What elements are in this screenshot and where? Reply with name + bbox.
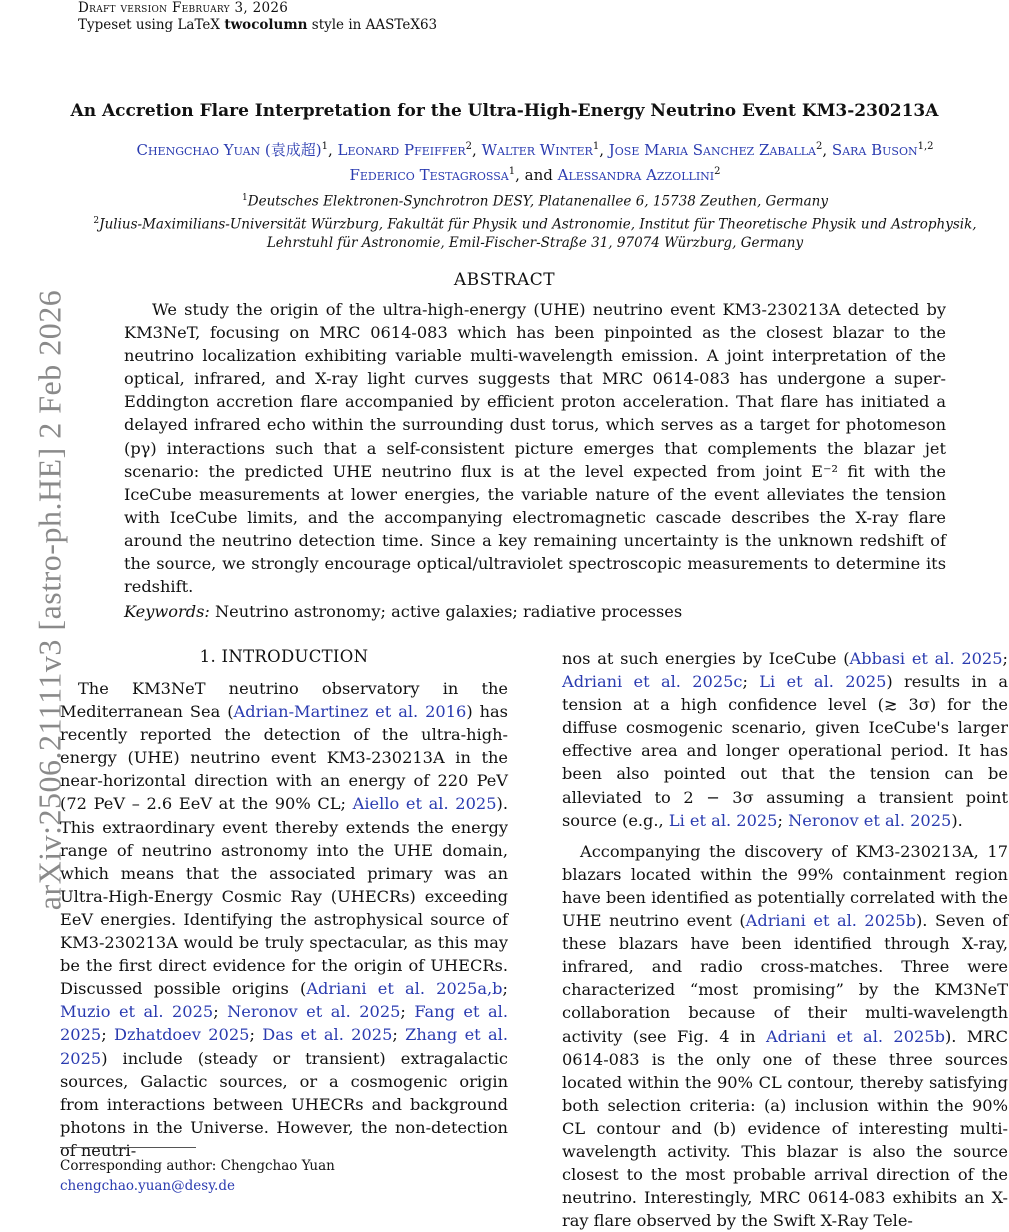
author-name[interactable]: Sara Buson — [831, 141, 918, 159]
author-separator: , and — [515, 166, 558, 184]
footnote — [60, 1156, 335, 1196]
running-header — [78, 0, 437, 34]
affiliation-text: Deutsches Elektronen-Synchrotron DESY, Platanenallee 6, 15738 Zeuthen, Germany — [247, 193, 828, 210]
abstract-body — [124, 298, 946, 598]
author-list — [60, 136, 1009, 186]
author-separator: , — [328, 141, 338, 159]
author-email-link[interactable]: chengchao.yuan@desy.de — [60, 1178, 235, 1194]
author-name[interactable]: Federico Testagrossa — [349, 166, 509, 184]
citation-link[interactable]: Adriani et al. 2025b — [765, 1026, 945, 1046]
author-separator: , — [822, 141, 832, 159]
body-text: ; — [392, 1025, 406, 1045]
author-name[interactable]: Walter Winter — [481, 141, 593, 159]
abstract-heading: ABSTRACT — [453, 270, 556, 290]
citation-link[interactable]: Neronov et al. 2025 — [227, 1002, 401, 1022]
body-text: ; — [1002, 649, 1008, 668]
citation-link[interactable]: Fang et al. 2025 — [60, 1002, 508, 1045]
body-text: ) include (steady or transient) extragalactic sources, Galactic sources, or a cosmogenic origin from interactions between UHECRs and background photons in the Universe. However, the non-detection of neutri- — [60, 1048, 508, 1160]
draft-version: Draft version February 3, 2026 — [78, 0, 289, 16]
intro-right-column — [562, 647, 1008, 1232]
affiliation-mark: 1 — [242, 193, 248, 203]
body-text: ). MRC 0614-083 is the only one of these three sources located within the 90% CL contour, thereby satisfying both selection criteria: (a) inclusion within the 90% CL contour and (b) evidence of interesting multi-wavelength activity. This blazar is also the source closest to the most probable arrival direction of the neutrino. Interestingly, MRC 0614-083 exhibits an X-ray flare observed by the Swift X-Ray Tele- — [562, 1026, 1008, 1231]
author-name[interactable]: Chengchao Yuan (袁成超) — [136, 141, 322, 159]
citation-link[interactable]: Zhang et al. 2025 — [60, 1025, 508, 1068]
citation-link[interactable]: Muzio et al. 2025 — [60, 1002, 214, 1022]
affiliations — [60, 189, 1009, 253]
author-affil-mark: 1 — [508, 166, 516, 177]
citation-link[interactable]: Abbasi et al. 2025 — [849, 649, 1003, 668]
body-text: ; — [101, 1025, 114, 1045]
keywords — [124, 602, 682, 621]
intro-left-column — [60, 677, 508, 1162]
body-text: Accompanying the discovery of KM3-230213A, 17 blazars located within the 99% containment region have been identified as potentially correlated with the UHE neutrino event ( — [562, 841, 1008, 931]
citation-link[interactable]: Adriani et al. 2025b — [745, 911, 916, 931]
citation-link[interactable]: Adrian-Martinez et al. 2016 — [233, 702, 467, 722]
body-text: ; — [777, 810, 789, 830]
author-affil-mark: 1 — [592, 141, 600, 152]
author-separator: , — [472, 141, 482, 159]
intro-right-paragraph-2 — [562, 840, 1008, 1232]
author-name[interactable]: Jose Maria Sanchez Zaballa — [608, 141, 816, 159]
author-affil-mark: 1,2 — [917, 141, 934, 152]
author-affil-mark: 2 — [714, 166, 721, 177]
citation-link[interactable]: Neronov et al. 2025 — [788, 810, 952, 830]
intro-right-paragraph-1 — [562, 647, 1008, 832]
body-text: ) has recently reported the detection of the ultra-high-energy (UHE) neutrino event KM3-230213A in the near-horizontal direction with an energy of 220 PeV (72 PeV – 2.6 EeV at the 90% CL; — [60, 702, 508, 814]
body-text: The KM3NeT neutrino observatory in the Mediterranean Sea ( — [60, 679, 508, 722]
citation-link[interactable]: Aiello et al. 2025 — [352, 794, 497, 814]
keywords-text: Neutrino astronomy; active galaxies; radiative processes — [209, 602, 683, 621]
section-heading-introduction: 1. INTRODUCTION — [199, 647, 369, 666]
author-affil-mark: 1 — [321, 141, 328, 152]
citation-link[interactable]: Das et al. 2025 — [262, 1025, 393, 1045]
body-text: ; — [400, 1002, 415, 1022]
affiliation — [60, 189, 1009, 212]
citation-link[interactable]: Li et al. 2025 — [759, 672, 887, 692]
body-text: ). This extraordinary event thereby extends the energy range of neutrino astronomy into the UHE domain, which means that the associated primary was an Ultra-High-Energy Cosmic Ray (UHECRs) exceeding EeV energies. Identifying the astrophysical source of KM3-230213A would be truly spectacular, as this may be the first direct evidence for the origin of UHECRs. Discussed possible origins ( — [60, 794, 508, 999]
author-name[interactable]: Leonard Pfeiffer — [337, 141, 466, 159]
keywords-label: Keywords: — [124, 602, 210, 621]
footnote-rule — [60, 1147, 196, 1148]
corresponding-author: Corresponding author: Chengchao Yuan — [60, 1158, 335, 1174]
author-separator: , — [599, 141, 609, 159]
abstract-text: We study the origin of the ultra-high-energy (UHE) neutrino event KM3-230213A detected by KM3NeT, focusing on MRC 0614-083 which has been pinpointed as the closest blazar to the neutrino localization exhibiting variable multi-wavelength emission. A joint interpretation of the optical, infrared, and X-ray light curves suggests that MRC 0614-083 has undergone a super-Eddington accretion flare accompanied by efficient proton acceleration. That flare has initiated a delayed infrared echo within the surrounding dust torus, which serves as a target for photomeson (pγ) interactions such that a self-consistent picture emerges that complements the blazar jet scenario: the predicted UHE neutrino flux is at the level expected from joint E⁻² fit with the IceCube measurements at lower energies, the variable nature of the event alleviates the tension with IceCube limits, and the accompanying electromagnetic cascade describes the X-ray flare around the neutrino detection time. Since a key remaining uncertainty is the unknown redshift of the source, we strongly encourage optical/ultraviolet spectroscopic measurements to determine its redshift. — [124, 300, 946, 597]
affiliation-text: Lehrstuhl für Astronomie, Emil-Fischer-Straße 31, 97074 Würzburg, Germany — [266, 235, 804, 251]
citation-link[interactable]: Adriani et al. 2025c — [562, 672, 743, 692]
body-text: ; — [213, 1002, 228, 1022]
affiliation-text: Julius-Maximilians-Universität Würzburg, Fakultät für Physik und Astronomie, Institut für Theoretische Physik und Astrophysik, — [99, 216, 977, 232]
body-text: ) results in a tension at a high confidence level (≳ 3σ) for the diffuse cosmogenic scenario, given IceCube's larger effective area and longer operational period. It has been also pointed out that the tension can be alleviated to 2 − 3σ assuming a transient point source (e.g., — [562, 672, 1008, 830]
author-affil-mark: 2 — [816, 141, 823, 152]
arxiv-stamp: arXiv:2506.21111v3 [astro-ph.HE] 2 Feb 2026 — [31, 289, 68, 911]
citation-link[interactable]: Li et al. 2025 — [668, 810, 778, 830]
author-affil-mark: 2 — [465, 141, 473, 152]
body-text: ). Seven of these blazars have been identified through X-ray, infrared, and radio cross-matches. Three were characterized “most promising” by the KM3NeT collaboration because of their multi-wavelength activity (see Fig. 4 in — [562, 911, 1008, 1046]
body-text: ; — [249, 1025, 263, 1045]
body-text: nos at such energies by IceCube ( — [562, 649, 850, 668]
typeset-line: Typeset using LaTeX twocolumn style in AASTeX63 — [78, 17, 438, 33]
body-text: ; — [502, 979, 509, 999]
citation-link[interactable]: Adriani et al. 2025a,b — [306, 979, 503, 999]
affiliation-mark: 2 — [93, 215, 100, 226]
body-text: ). — [951, 810, 963, 830]
body-text: ; — [742, 672, 760, 692]
author-name[interactable]: Alessandra Azzollini — [557, 166, 715, 184]
paper-title: An Accretion Flare Interpretation for the Ultra-High-Energy Neutrino Event KM3-230213A — [70, 101, 939, 121]
citation-link[interactable]: Dzhatdoev 2025 — [113, 1025, 250, 1045]
affiliation — [60, 212, 1009, 235]
